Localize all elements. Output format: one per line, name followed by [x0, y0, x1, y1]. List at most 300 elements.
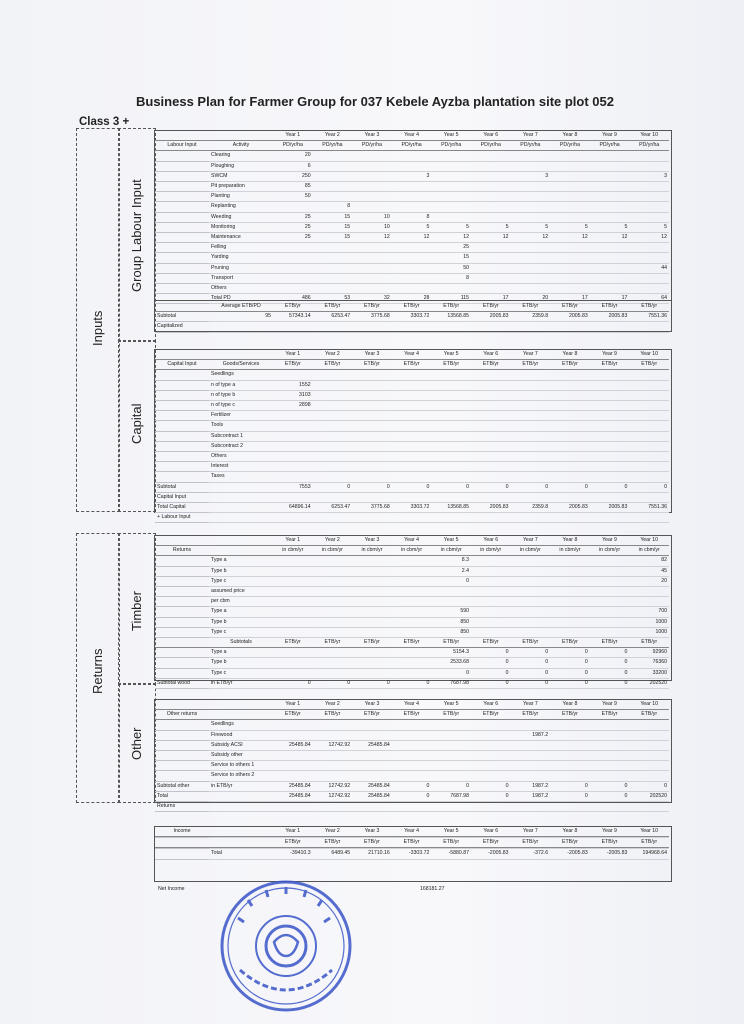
- value-cell: [471, 182, 511, 192]
- value-cell: 0: [471, 791, 511, 801]
- value-cell: [590, 390, 630, 400]
- row-spacer: [155, 243, 209, 253]
- row-label: Total PD: [209, 294, 273, 304]
- row-spacer: [209, 838, 273, 848]
- value-cell: 2005.83: [550, 503, 590, 513]
- value-cell: 25: [273, 233, 313, 243]
- unit-header: ETB/yr: [629, 638, 669, 648]
- value-cell: [392, 202, 432, 212]
- value-cell: [511, 802, 551, 812]
- value-cell: [313, 668, 353, 678]
- value-cell: [273, 730, 313, 740]
- value-cell: [590, 212, 630, 222]
- value-cell: 50: [431, 263, 471, 273]
- unit-header: in cbm/yr: [471, 546, 511, 556]
- value-cell: [352, 273, 392, 283]
- table-row: [155, 151, 669, 161]
- value-cell: 0: [471, 668, 511, 678]
- value-cell: 0: [313, 482, 353, 492]
- row-label: Others: [209, 284, 273, 294]
- value-cell: [471, 401, 511, 411]
- value-cell: [629, 492, 669, 502]
- value-cell: 76360: [629, 658, 669, 668]
- value-cell: [313, 566, 353, 576]
- year-header: Year 5: [431, 350, 471, 360]
- capital-label: Capital: [129, 403, 144, 444]
- table-row: [155, 607, 669, 617]
- unit-header: in cbm/yr: [590, 546, 630, 556]
- row-label: Type a: [209, 648, 273, 658]
- year-header: Year 7: [511, 700, 551, 710]
- row-label: [209, 482, 273, 492]
- year-header: Year 7: [511, 131, 551, 141]
- value-cell: [313, 441, 353, 451]
- value-cell: 1000: [629, 617, 669, 627]
- unit-header: ETB/yr: [511, 302, 551, 312]
- value-cell: 486: [273, 294, 313, 304]
- value-cell: [392, 431, 432, 441]
- value-cell: [590, 617, 630, 627]
- value-cell: [471, 802, 511, 812]
- unit-header: ETB/yr: [590, 302, 630, 312]
- value-cell: [629, 431, 669, 441]
- value-cell: [392, 441, 432, 451]
- value-cell: [431, 322, 471, 332]
- year-header: Year 2: [313, 827, 353, 837]
- value-cell: [352, 431, 392, 441]
- unit-header: PD/yr/ha: [471, 141, 511, 151]
- table-row: [155, 431, 669, 441]
- unit-header: in cbm/yr: [352, 546, 392, 556]
- unit-header: ETB/yr: [590, 360, 630, 370]
- row-label: Type b: [209, 617, 273, 627]
- unit-header: ETB/yr: [352, 360, 392, 370]
- value-cell: [431, 151, 471, 161]
- row-spacer: [155, 202, 209, 212]
- value-cell: [511, 411, 551, 421]
- value-cell: [273, 617, 313, 627]
- value-cell: [431, 161, 471, 171]
- value-cell: 0: [431, 781, 471, 791]
- row-spacer: [155, 627, 209, 637]
- year-header: Year 5: [431, 827, 471, 837]
- value-cell: [471, 462, 511, 472]
- value-cell: 3303.72: [392, 503, 432, 513]
- header-spacer: [209, 827, 273, 837]
- value-cell: [392, 771, 432, 781]
- value-cell: [590, 263, 630, 273]
- row-spacer: [155, 648, 209, 658]
- unit-header: in cbm/yr: [313, 546, 353, 556]
- value-cell: [313, 492, 353, 502]
- value-cell: [352, 322, 392, 332]
- value-cell: [431, 587, 471, 597]
- value-cell: [471, 566, 511, 576]
- value-cell: [590, 253, 630, 263]
- value-cell: 0: [471, 678, 511, 688]
- unit-header: ETB/yr: [313, 838, 353, 848]
- value-cell: [431, 513, 471, 523]
- column-label: Labour Input: [155, 141, 209, 151]
- value-cell: 12: [392, 233, 432, 243]
- table-row: [155, 638, 669, 648]
- value-cell: [471, 740, 511, 750]
- value-cell: [550, 182, 590, 192]
- value-cell: [471, 421, 511, 431]
- value-cell: [471, 284, 511, 294]
- value-cell: [471, 273, 511, 283]
- value-cell: [550, 151, 590, 161]
- value-cell: [273, 322, 313, 332]
- capital-table: [155, 350, 669, 523]
- value-cell: 202520: [629, 791, 669, 801]
- unit-header: ETB/yr: [431, 638, 471, 648]
- value-cell: [313, 192, 353, 202]
- table-row: [155, 350, 669, 360]
- year-header: Year 4: [392, 700, 432, 710]
- table-row: [155, 771, 669, 781]
- value-cell: [471, 441, 511, 451]
- value-cell: [352, 556, 392, 566]
- row-label: Total: [209, 849, 273, 859]
- value-cell: [273, 597, 313, 607]
- row-spacer: [155, 212, 209, 222]
- unit-header: PD/yr/ha: [629, 141, 669, 151]
- value-cell: 2.4: [431, 566, 471, 576]
- value-cell: [273, 492, 313, 502]
- value-cell: [590, 370, 630, 380]
- table-row: [155, 730, 669, 740]
- table-row: [155, 243, 669, 253]
- row-label: [209, 503, 273, 513]
- value-cell: [273, 720, 313, 730]
- value-cell: [590, 401, 630, 411]
- value-cell: [471, 513, 511, 523]
- unit-header: ETB/yr: [392, 638, 432, 648]
- unit-header: in cbm/yr: [511, 546, 551, 556]
- table-row: [155, 284, 669, 294]
- row-spacer: [155, 566, 209, 576]
- row-label: [209, 492, 273, 502]
- value-cell: [392, 730, 432, 740]
- value-cell: 28: [392, 294, 432, 304]
- official-stamp-icon: [218, 878, 354, 1014]
- table-row: [155, 546, 669, 556]
- value-cell: [313, 452, 353, 462]
- value-cell: [431, 182, 471, 192]
- value-cell: 590: [431, 607, 471, 617]
- table-row: [155, 302, 669, 312]
- value-cell: [352, 421, 392, 431]
- unit-header: PD/yr/ha: [431, 141, 471, 151]
- table-row: [155, 182, 669, 192]
- value-cell: [550, 421, 590, 431]
- value-cell: -39410.3: [273, 849, 313, 859]
- value-cell: [352, 668, 392, 678]
- value-cell: [471, 192, 511, 202]
- row-label: Fertilizer: [209, 411, 273, 421]
- row-label: Type b: [209, 566, 273, 576]
- row-spacer: [155, 597, 209, 607]
- value-cell: [550, 411, 590, 421]
- row-label: Felling: [209, 243, 273, 253]
- unit-header: in cbm/yr: [392, 546, 432, 556]
- class-label: Class 3 +: [79, 116, 130, 128]
- value-cell: 12: [352, 233, 392, 243]
- value-cell: 6253.47: [313, 312, 353, 322]
- table-row: [155, 322, 669, 332]
- value-cell: 12: [550, 233, 590, 243]
- value-cell: [550, 607, 590, 617]
- unit-header: PD/yr/ha: [550, 141, 590, 151]
- value-cell: [550, 730, 590, 740]
- value-cell: [629, 151, 669, 161]
- value-cell: [313, 380, 353, 390]
- unit-header: ETB/yr: [511, 838, 551, 848]
- value-cell: 3303.72: [392, 312, 432, 322]
- table-row: [155, 233, 669, 243]
- row-label: Type c: [209, 576, 273, 586]
- table-row: [155, 802, 669, 812]
- value-cell: [392, 263, 432, 273]
- table-row: [155, 161, 669, 171]
- row-label: Weeding: [209, 212, 273, 222]
- value-cell: [590, 411, 630, 421]
- value-cell: [431, 452, 471, 462]
- value-cell: [313, 182, 353, 192]
- year-header: Year 5: [431, 700, 471, 710]
- value-cell: [629, 370, 669, 380]
- value-cell: 15: [431, 253, 471, 263]
- value-cell: [629, 390, 669, 400]
- value-cell: 2005.83: [590, 503, 630, 513]
- row-spacer: [155, 390, 209, 400]
- value-cell: [550, 284, 590, 294]
- row-label: Type c: [209, 668, 273, 678]
- value-cell: [352, 253, 392, 263]
- value-cell: [431, 730, 471, 740]
- value-cell: 53: [313, 294, 353, 304]
- value-cell: [629, 802, 669, 812]
- row-label: assumed price: [209, 587, 273, 597]
- value-cell: 6253.47: [313, 503, 353, 513]
- value-cell: [550, 617, 590, 627]
- header-spacer: [209, 536, 273, 546]
- year-header: Year 3: [352, 700, 392, 710]
- unit-header: ETB/yr: [629, 360, 669, 370]
- year-header: Year 8: [550, 536, 590, 546]
- year-header: Year 6: [471, 350, 511, 360]
- table-row: [155, 380, 669, 390]
- value-cell: [392, 740, 432, 750]
- value-cell: [313, 513, 353, 523]
- row-spacer: [155, 668, 209, 678]
- value-cell: [550, 771, 590, 781]
- value-cell: 25: [273, 222, 313, 232]
- row-spacer: [155, 838, 209, 848]
- value-cell: 0: [590, 791, 630, 801]
- unit-header: ETB/yr: [431, 302, 471, 312]
- year-header: Year 9: [590, 827, 630, 837]
- value-cell: [511, 771, 551, 781]
- row-label: SWCM: [209, 171, 273, 181]
- value-cell: -5880.87: [431, 849, 471, 859]
- value-cell: 0: [471, 781, 511, 791]
- value-cell: [392, 587, 432, 597]
- value-cell: 7687.98: [431, 791, 471, 801]
- value-cell: [590, 587, 630, 597]
- value-cell: [511, 513, 551, 523]
- unit-header: ETB/yr: [352, 638, 392, 648]
- value-cell: 25485.84: [273, 781, 313, 791]
- header-spacer: [155, 700, 209, 710]
- unit-header: ETB/yr: [313, 302, 353, 312]
- value-cell: [431, 421, 471, 431]
- row-spacer: [155, 253, 209, 263]
- value-cell: [313, 751, 353, 761]
- unit-header: ETB/yr: [629, 838, 669, 848]
- value-cell: 85: [273, 182, 313, 192]
- value-cell: [550, 472, 590, 482]
- value-cell: [511, 720, 551, 730]
- table-row: [155, 492, 669, 502]
- value-cell: [471, 492, 511, 502]
- value-cell: 7551.36: [629, 312, 669, 322]
- value-cell: [392, 668, 432, 678]
- unit-header: ETB/yr: [550, 838, 590, 848]
- value-cell: [273, 441, 313, 451]
- value-cell: [273, 472, 313, 482]
- value-cell: [471, 472, 511, 482]
- value-cell: [629, 472, 669, 482]
- value-cell: [550, 370, 590, 380]
- value-cell: [511, 284, 551, 294]
- value-cell: [511, 441, 551, 451]
- row-spacer: [155, 370, 209, 380]
- value-cell: 0: [273, 678, 313, 688]
- unit-header: ETB/yr: [392, 710, 432, 720]
- value-cell: [629, 421, 669, 431]
- value-cell: [629, 513, 669, 523]
- unit-header: PD/yr/ha: [392, 141, 432, 151]
- value-cell: [550, 492, 590, 502]
- table-row: [155, 390, 669, 400]
- value-cell: [590, 151, 630, 161]
- value-cell: 0: [511, 658, 551, 668]
- row-spacer: [155, 273, 209, 283]
- value-cell: [431, 441, 471, 451]
- row-label: Subtotal wood: [155, 678, 209, 688]
- value-cell: [511, 556, 551, 566]
- value-cell: [511, 617, 551, 627]
- value-cell: 0: [392, 791, 432, 801]
- unit-header: ETB/yr: [273, 638, 313, 648]
- table-row: [155, 849, 669, 859]
- value-cell: [629, 587, 669, 597]
- value-cell: [471, 587, 511, 597]
- header-spacer: [209, 700, 273, 710]
- row-spacer: [155, 401, 209, 411]
- value-cell: 10: [352, 212, 392, 222]
- value-cell: [352, 566, 392, 576]
- value-cell: [511, 380, 551, 390]
- value-cell: [511, 370, 551, 380]
- year-header: Year 10: [629, 827, 669, 837]
- year-header: Year 1: [273, 827, 313, 837]
- value-cell: 20: [273, 151, 313, 161]
- value-cell: 7687.98: [431, 678, 471, 688]
- timber-label: Timber: [129, 591, 144, 631]
- value-cell: 15: [313, 233, 353, 243]
- value-cell: [550, 202, 590, 212]
- value-cell: [352, 370, 392, 380]
- value-cell: [313, 648, 353, 658]
- value-cell: [273, 513, 313, 523]
- value-cell: [629, 401, 669, 411]
- value-cell: 0: [431, 668, 471, 678]
- value-cell: 0: [471, 482, 511, 492]
- value-cell: 0: [392, 482, 432, 492]
- value-cell: 0: [629, 781, 669, 791]
- table-row: [155, 212, 669, 222]
- unit-header: ETB/yr: [629, 710, 669, 720]
- year-header: Year 4: [392, 827, 432, 837]
- unit-header: ETB/yr: [471, 838, 511, 848]
- value-cell: [352, 648, 392, 658]
- value-cell: [471, 761, 511, 771]
- value-cell: [590, 513, 630, 523]
- value-cell: [471, 730, 511, 740]
- row-label: Subtotals: [209, 638, 273, 648]
- value-cell: [629, 771, 669, 781]
- value-cell: 17: [471, 294, 511, 304]
- row-spacer: [155, 380, 209, 390]
- value-cell: [273, 587, 313, 597]
- value-cell: -3303.72: [392, 849, 432, 859]
- value-cell: 2005.83: [550, 312, 590, 322]
- value-cell: [629, 322, 669, 332]
- value-cell: [471, 171, 511, 181]
- row-label: Ploughing: [209, 161, 273, 171]
- value-cell: [313, 472, 353, 482]
- value-cell: 0: [590, 781, 630, 791]
- value-cell: [511, 627, 551, 637]
- value-cell: [511, 192, 551, 202]
- year-header: Year 7: [511, 536, 551, 546]
- value-cell: [590, 202, 630, 212]
- row-spacer: [155, 761, 209, 771]
- value-cell: 850: [431, 617, 471, 627]
- value-cell: 2898: [273, 401, 313, 411]
- value-cell: [392, 627, 432, 637]
- table-row: [155, 700, 669, 710]
- value-cell: [313, 243, 353, 253]
- value-cell: 5: [471, 222, 511, 232]
- unit-header: ETB/yr: [273, 360, 313, 370]
- value-cell: 45: [629, 566, 669, 576]
- value-cell: [471, 617, 511, 627]
- column-label: Income: [155, 827, 209, 837]
- value-cell: [313, 263, 353, 273]
- value-cell: [590, 431, 630, 441]
- value-cell: [273, 566, 313, 576]
- value-cell: [392, 370, 432, 380]
- row-spacer: [155, 171, 209, 181]
- value-cell: [511, 263, 551, 273]
- value-cell: [392, 253, 432, 263]
- unit-header: ETB/yr: [511, 638, 551, 648]
- row-label: Returns: [155, 802, 209, 812]
